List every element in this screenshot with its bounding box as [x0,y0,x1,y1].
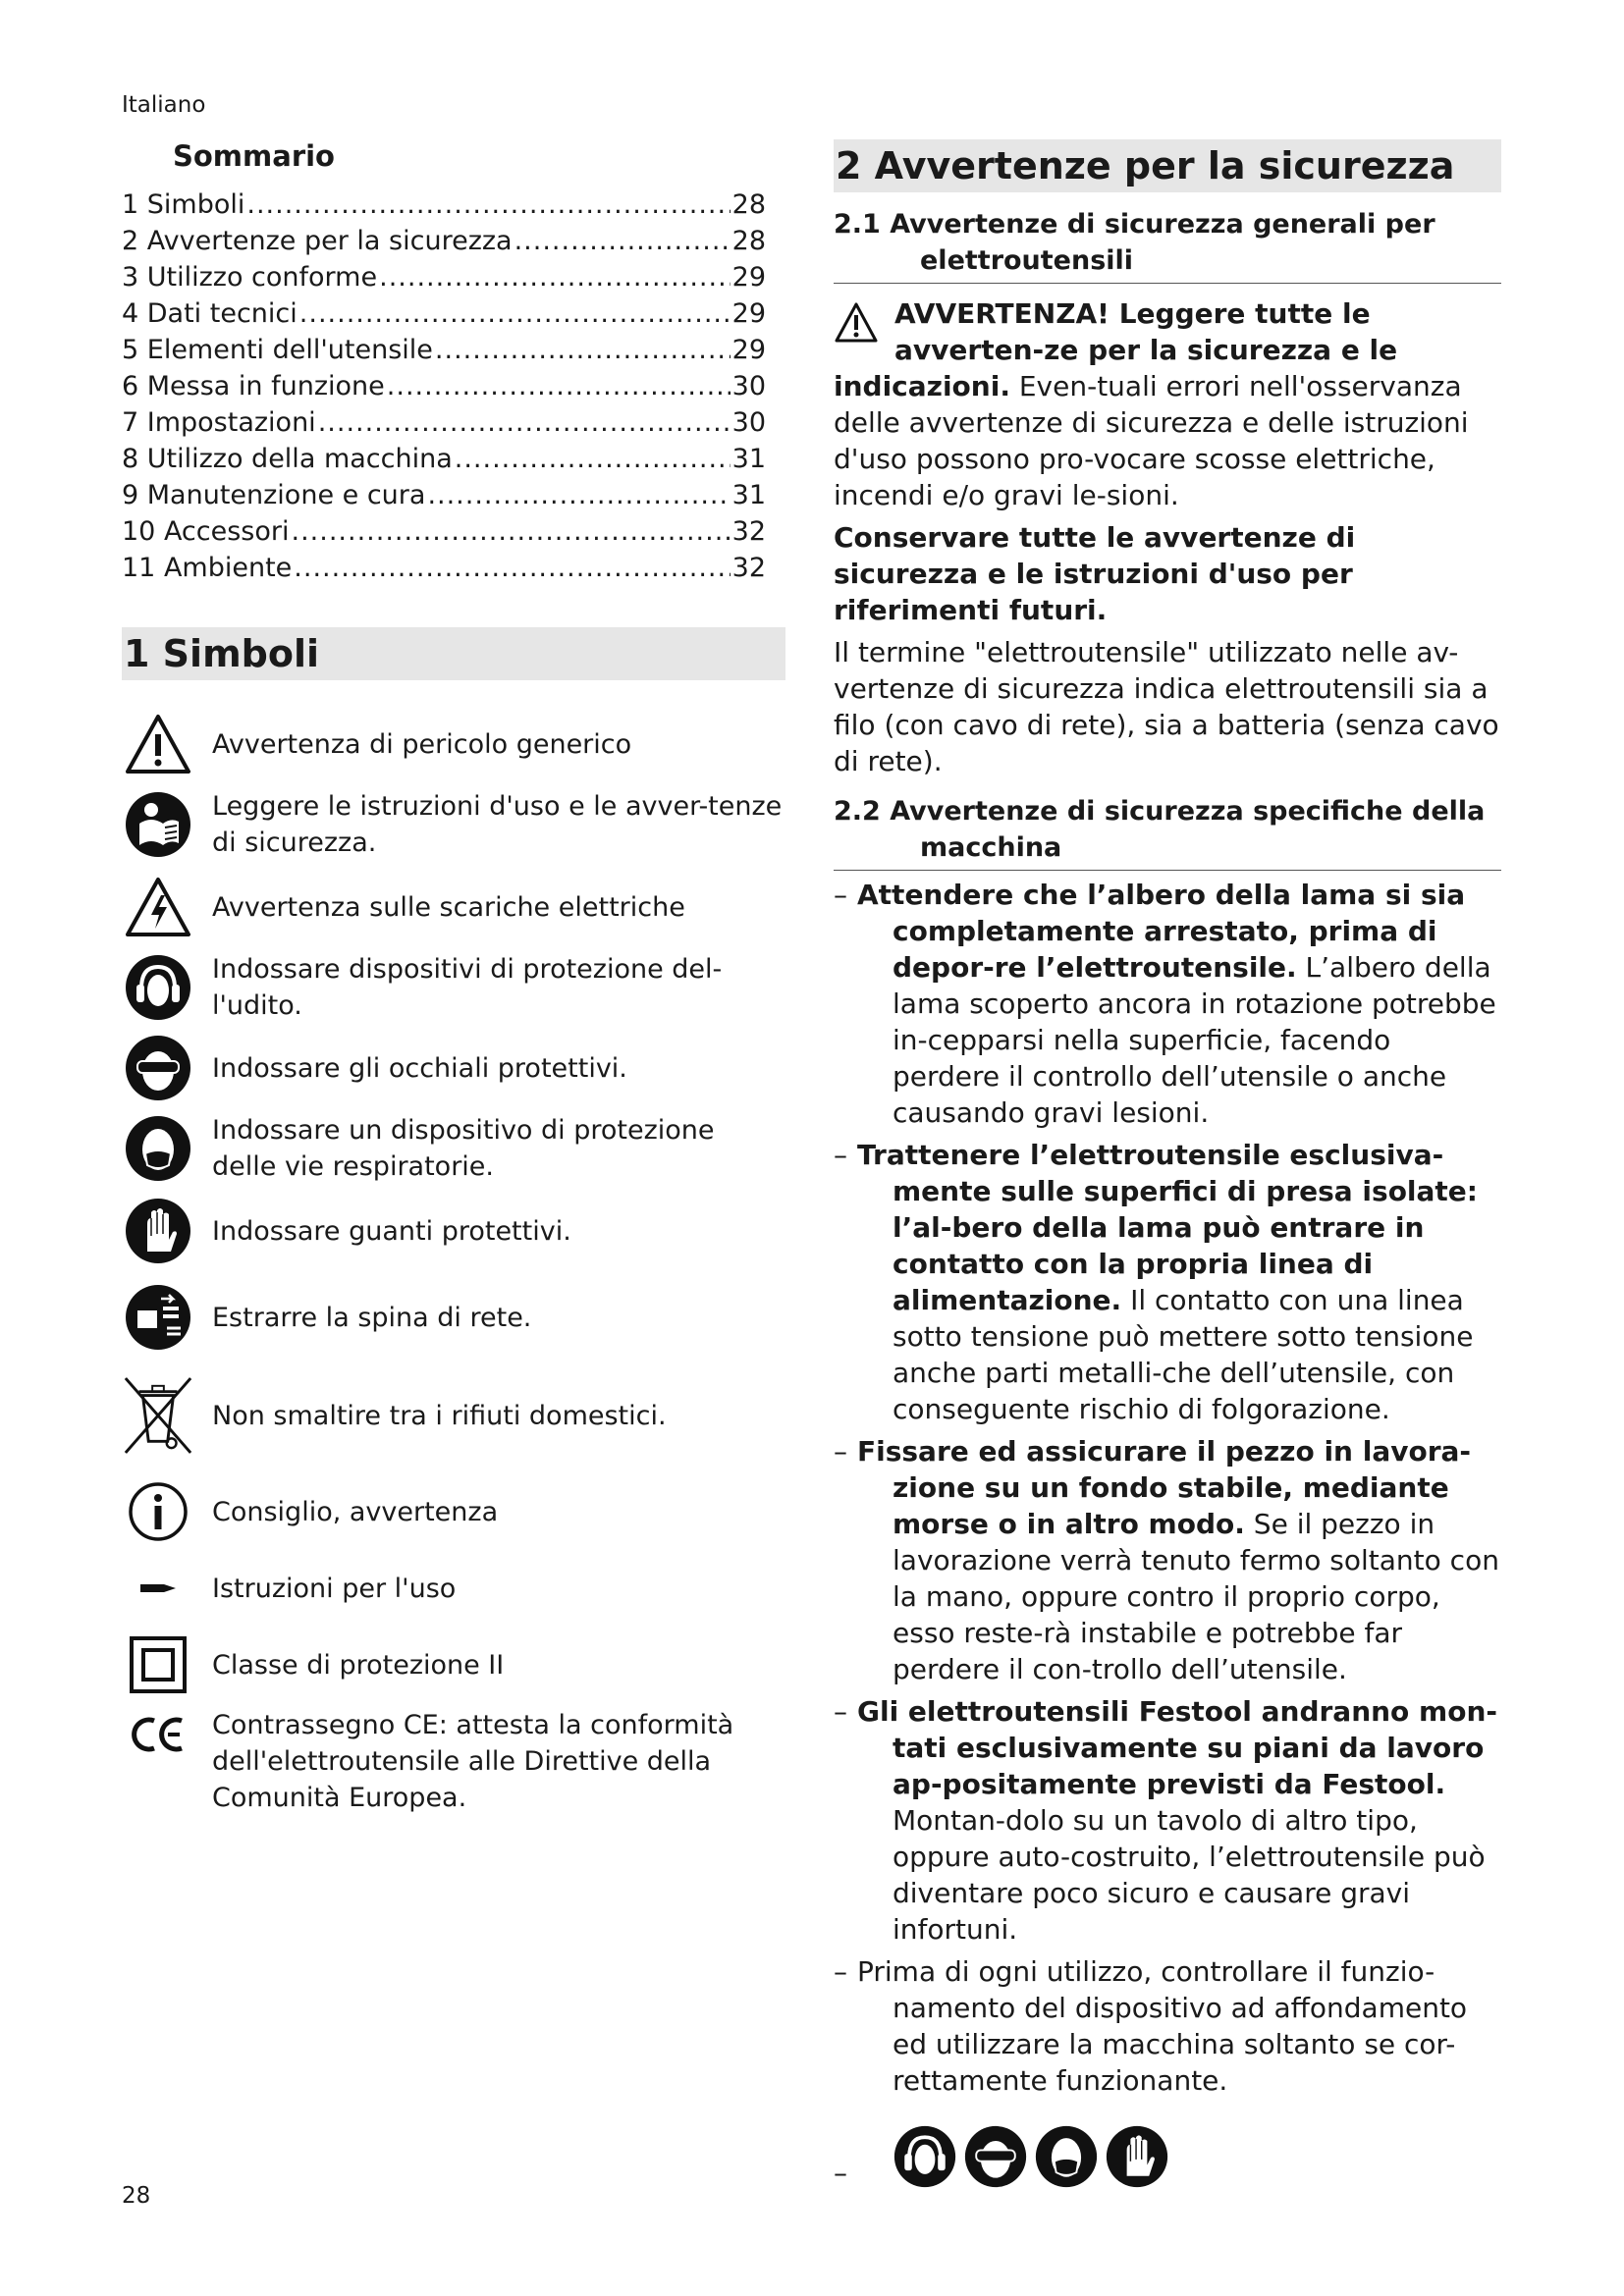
symbol-text: Estrarre la spina di rete. [212,1302,532,1333]
toc-item-page: 28 [731,226,766,256]
bullet-text: Il contatto con una linea sotto tensione può mettere sotto tensione anche parti metalli-che dell’utensile, con conseguente rischio di folgorazione. [893,1284,1474,1425]
toc-item [122,295,766,332]
list-item [834,1693,1501,1948]
toc-leader-dots [292,513,731,550]
bullet-text: Prima di ogni utilizzo, controllare il funzio-namento del dispositivo ad affondamento ed utilizzare la macchina soltanto se cor-rettamente funzionante. [857,1955,1468,2097]
toc-leader-dots [379,259,731,295]
warning-triangle-icon [834,301,879,353]
keep-instructions-bold: Conservare tutte le avvertenze di sicurezza e le istruzioni d'uso per riferimenti futuri. [834,521,1356,626]
bullet-dash: – [834,1435,847,1468]
symbol-row [122,1475,785,1548]
section-heading-safety: 2 Avvertenze per la sicurezza [834,139,1501,192]
toc-leader-dots [299,295,731,332]
toc-leader-dots [294,550,730,586]
toc-item [122,187,766,223]
toc-item-page: 32 [731,553,766,583]
term-definition-text: Il termine "elettroutensile" utilizzato nelle av-vertenze di sicurezza indica elettroutensili sia a filo (con cavo di rete), sia a batteria (senza cavo di rete). [834,636,1499,777]
symbol-row [122,1629,785,1701]
toc-item-label: 3 Utilizzo conforme [122,262,378,293]
toc-item-label: 7 Impostazioni [122,407,316,438]
toc-item-label: 9 Manutenzione e cura [122,480,426,510]
specific-warnings-list [834,877,1501,2099]
symbol-row [122,871,785,943]
ear-protection-icon [893,2124,957,2189]
toc-title: Sommario [173,139,335,173]
bullet-dash: – [834,1139,847,1171]
symbol-row [122,1707,785,1816]
toc-item-label: 8 Utilizzo della macchina [122,444,453,474]
subsection-heading-line2: elettroutensili [920,245,1134,276]
toc-item-page: 30 [731,371,766,401]
warning-bold-text: AVVERTENZA! Leggere tutte le avverten-ze per la sicurezza e le indicazioni. [834,297,1398,402]
list-item [834,1953,1501,2099]
toc-item-label: 5 Elementi dell'utensile [122,335,433,365]
arrow-icon [122,1552,194,1625]
toc-item [122,513,766,550]
bullet-bold: Attendere che l’albero della lama si sia completamente arrestato, prima di depor-re l’elettroutensile. [857,879,1466,984]
safety-glasses-icon [122,1032,194,1104]
toc-item-page: 32 [731,516,766,547]
toc-item-page: 28 [731,189,766,220]
symbol-text: Istruzioni per l'uso [212,1573,457,1604]
subsection-heading-line1: 2.1 Avvertenze di sicurezza generali per [834,209,1435,240]
symbol-text: Classe di protezione II [212,1649,505,1681]
bullet-dash: – [834,1955,847,1988]
bullet-dash: – [834,2157,847,2189]
symbol-row [122,1552,785,1625]
subsection-heading-specific [834,793,1501,871]
warning-paragraph [834,295,1501,513]
symbol-row [122,1281,785,1354]
symbol-row [122,1032,785,1104]
toc-leader-dots [455,441,731,477]
symbol-text: Leggere le istruzioni d'uso e le avver-tenze di sicurezza. [212,791,783,858]
toc-item-label: 10 Accessori [122,516,290,547]
right-column [834,139,1501,2189]
symbol-row [122,951,785,1024]
class-ii-icon [122,1629,194,1701]
unplug-icon [122,1281,194,1354]
toc-leader-dots [427,477,730,513]
section-heading-symbols: 1 Simboli [122,627,785,680]
toc-item-page: 31 [731,480,766,510]
symbol-text: Avvertenza sulle scariche elettriche [212,891,685,923]
toc-leader-dots [318,404,731,441]
symbols-list [122,708,785,1816]
bullet-text: Se il pezzo in lavorazione verrà tenuto fermo soltanto con la mano, oppure contro il proprio corpo, esso reste-rà instabile e potrebbe far perdere il con-trollo dell’utensile. [893,1508,1499,1685]
crossed-bin-icon [122,1373,194,1458]
symbol-row [122,1195,785,1267]
list-item [834,877,1501,1131]
bullet-bold: Fissare ed assicurare il pezzo in lavora-zione su un fondo stabile, mediante morse o in altro modo. [857,1435,1472,1540]
toc-item-page: 30 [731,407,766,438]
bullet-dash: – [834,1695,847,1728]
toc-item [122,223,766,259]
toc-leader-dots [246,187,730,223]
electric-shock-icon [122,871,194,943]
subsection-heading-line1: 2.2 Avvertenze di sicurezza specifiche della [834,796,1486,827]
symbol-text: Indossare un dispositivo di protezione delle vie respiratorie. [212,1115,715,1182]
toc-item [122,441,766,477]
subsection-heading-general [834,206,1501,284]
ppe-icons-row [834,2124,1501,2189]
list-item [834,1137,1501,1427]
toc-item-page: 29 [731,298,766,329]
page-number: 28 [122,2183,151,2209]
toc-item [122,550,766,586]
toc-item-page: 29 [731,335,766,365]
toc-item-label: 11 Ambiente [122,553,293,583]
left-column [122,139,785,1816]
info-icon [122,1475,194,1548]
toc-leader-dots [435,332,731,368]
gloves-icon [122,1195,194,1267]
general-warning [834,295,1501,513]
gloves-icon [1105,2124,1169,2189]
toc-item [122,404,766,441]
respirator-icon [1034,2124,1099,2189]
language-label: Italiano [122,92,206,118]
read-manual-icon [122,788,194,861]
symbol-row [122,788,785,861]
symbol-text: Contrassegno CE: attesta la conformità dell'elettroutensile alle Direttive della Comunità Europea. [212,1710,734,1813]
ce-mark-icon [122,1711,194,1758]
toc-item-label: 2 Avvertenze per la sicurezza [122,226,513,256]
symbol-row [122,1112,785,1185]
symbol-text: Non smaltire tra i rifiuti domestici. [212,1400,667,1431]
table-of-contents [122,187,785,586]
respirator-icon [122,1112,194,1185]
bullet-bold: Gli elettroutensili Festool andranno mon-tati esclusivamente su piani da lavoro ap-positamente previsti da Festool. [857,1695,1498,1800]
symbol-text: Indossare guanti protettivi. [212,1215,571,1247]
ear-protection-icon [122,951,194,1024]
bullet-text: Montan-dolo su un tavolo di altro tipo, oppure auto-costruito, l’elettroutensile può diventare poco sicuro e causare gravi infortuni. [893,1804,1486,1946]
toc-item [122,368,766,404]
toc-leader-dots [387,368,731,404]
safety-glasses-icon [963,2124,1028,2189]
bullet-text: L’albero della lama scoperto ancora in rotazione potrebbe in-cepparsi nella superficie, facendo perdere il controllo dell’utensile o anche causando gravi lesioni. [893,951,1496,1129]
toc-item-page: 29 [731,262,766,293]
bullet-dash: – [834,879,847,911]
symbol-row [122,708,785,780]
subsection-heading-line2: macchina [920,832,1062,863]
keep-instructions-text [834,519,1501,628]
toc-item [122,332,766,368]
warning-triangle-icon [122,708,194,780]
toc-item [122,477,766,513]
warning-text: Even-tuali errori nell'osservanza delle avvertenze di sicurezza e delle istruzioni d'uso possono pro-vocare scosse elettriche, incendi e/o gravi le-sioni. [834,370,1469,511]
list-item [834,1433,1501,1687]
toc-item-label: 1 Simboli [122,189,245,220]
symbol-row [122,1373,785,1458]
symbol-text: Indossare gli occhiali protettivi. [212,1052,627,1084]
toc-item-label: 4 Dati tecnici [122,298,298,329]
symbol-text: Avvertenza di pericolo generico [212,728,632,760]
symbol-text: Indossare dispositivi di protezione del-l'udito. [212,954,723,1021]
toc-item-page: 31 [731,444,766,474]
toc-leader-dots [514,223,731,259]
bullet-bold: Trattenere l’elettroutensile esclusiva-mente sulle superfici di presa isolate: l’al-bero della lama può entrare in contatto con la propria linea di alimentazione. [857,1139,1478,1316]
toc-item [122,259,766,295]
symbol-text: Consiglio, avvertenza [212,1496,499,1527]
toc-item-label: 6 Messa in funzione [122,371,385,401]
